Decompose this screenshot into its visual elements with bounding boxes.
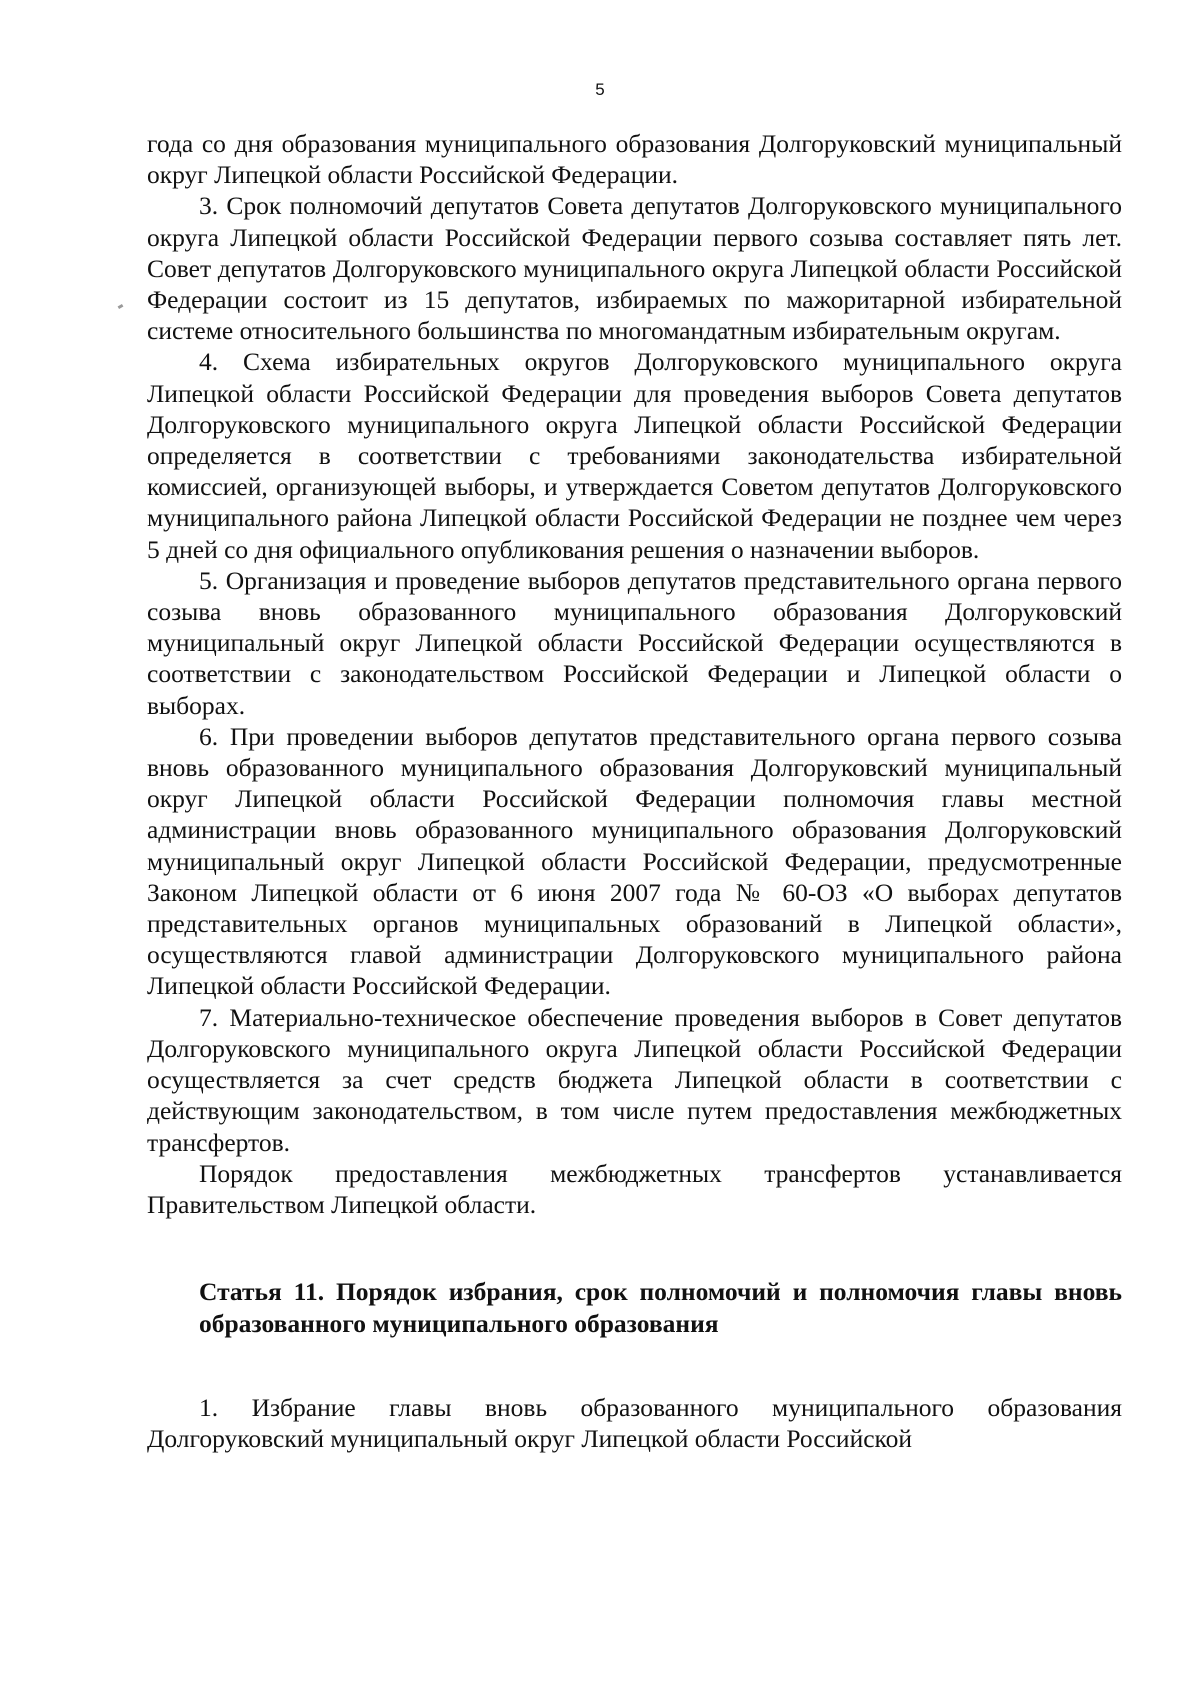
article-11-heading: Статья 11. Порядок избрания, срок полномочий и полномочия главы вновь образованного муниципального образования <box>199 1277 1122 1339</box>
paragraph-item-7: 7. Материально-техническое обеспечение проведения выборов в Совет депутатов Долгоруковского муниципального округа Липецкой области Российской Федерации осуществляется за счет средств бюджета Липецкой области в соответствии с действующим законодательством, в том числе путем предоставления межбюджетных трансфертов. <box>147 1002 1122 1157</box>
page-number: 5 <box>595 80 605 99</box>
paragraph-item-3: 3. Срок полномочий депутатов Совета депутатов Долгоруковского муниципального округа Липецкой области Российской Федерации первого созыва составляет пять лет. Совет депутатов Долгоруковского муниципального округа Липецкой области Российской Федерации состоит из 15 депутатов, избираемых по мажоритарной избирательной системе относительного большинства по многомандатным избирательным округам. <box>147 191 1122 346</box>
paragraph-item-4: 4. Схема избирательных округов Долгоруковского муниципального округа Липецкой области Российской Федерации для проведения выборов Совета депутатов Долгоруковского муниципального округа Липецкой области Российской Федерации определяется в соответствии с требованиями законодательства избирательной комиссией, организующей выборы, и утверждается Советом депутатов Долгоруковского муниципального района Липецкой области Российской Федерации не позднее чем через 5 дней со дня официального опубликования решения о назначении выборов. <box>147 347 1122 564</box>
document-body <box>147 128 1122 1455</box>
scan-speck <box>118 304 124 309</box>
paragraph-continuation: года со дня образования муниципального образования Долгоруковский муниципальный округ Липецкой области Российской Федерации. <box>147 129 1122 190</box>
paragraph-item-5: 5. Организация и проведение выборов депутатов представительного органа первого созыва вновь образованного муниципального образования Долгоруковский муниципальный округ Липецкой области Российской Федерации осуществляются в соответствии с законодательством Российской Федерации и Липецкой области о выборах. <box>147 565 1122 720</box>
paragraph-item-6: 6. При проведении выборов депутатов представительного органа первого созыва вновь образованного муниципального образования Долгоруковский муниципальный округ Липецкой области Российской Федерации полномочия главы местной администрации вновь образованного муниципального образования Долгоруковский муниципальный округ Липецкой области Российской Федерации, предусмотренные Законом Липецкой области от 6 июня 2007 года № 60-ОЗ «О выборах депутатов представительных органов муниципальных образований в Липецкой области», осуществляются главой администрации Долгоруковского муниципального района Липецкой области Российской Федерации. <box>147 721 1122 1001</box>
article-11-paragraph-1: 1. Избрание главы вновь образованного муниципального образования Долгоруковский муниципальный округ Липецкой области Российской <box>147 1393 1122 1454</box>
paragraph-transfer-order: Порядок предоставления межбюджетных трансфертов устанавливается Правительством Липецкой области. <box>147 1158 1122 1219</box>
